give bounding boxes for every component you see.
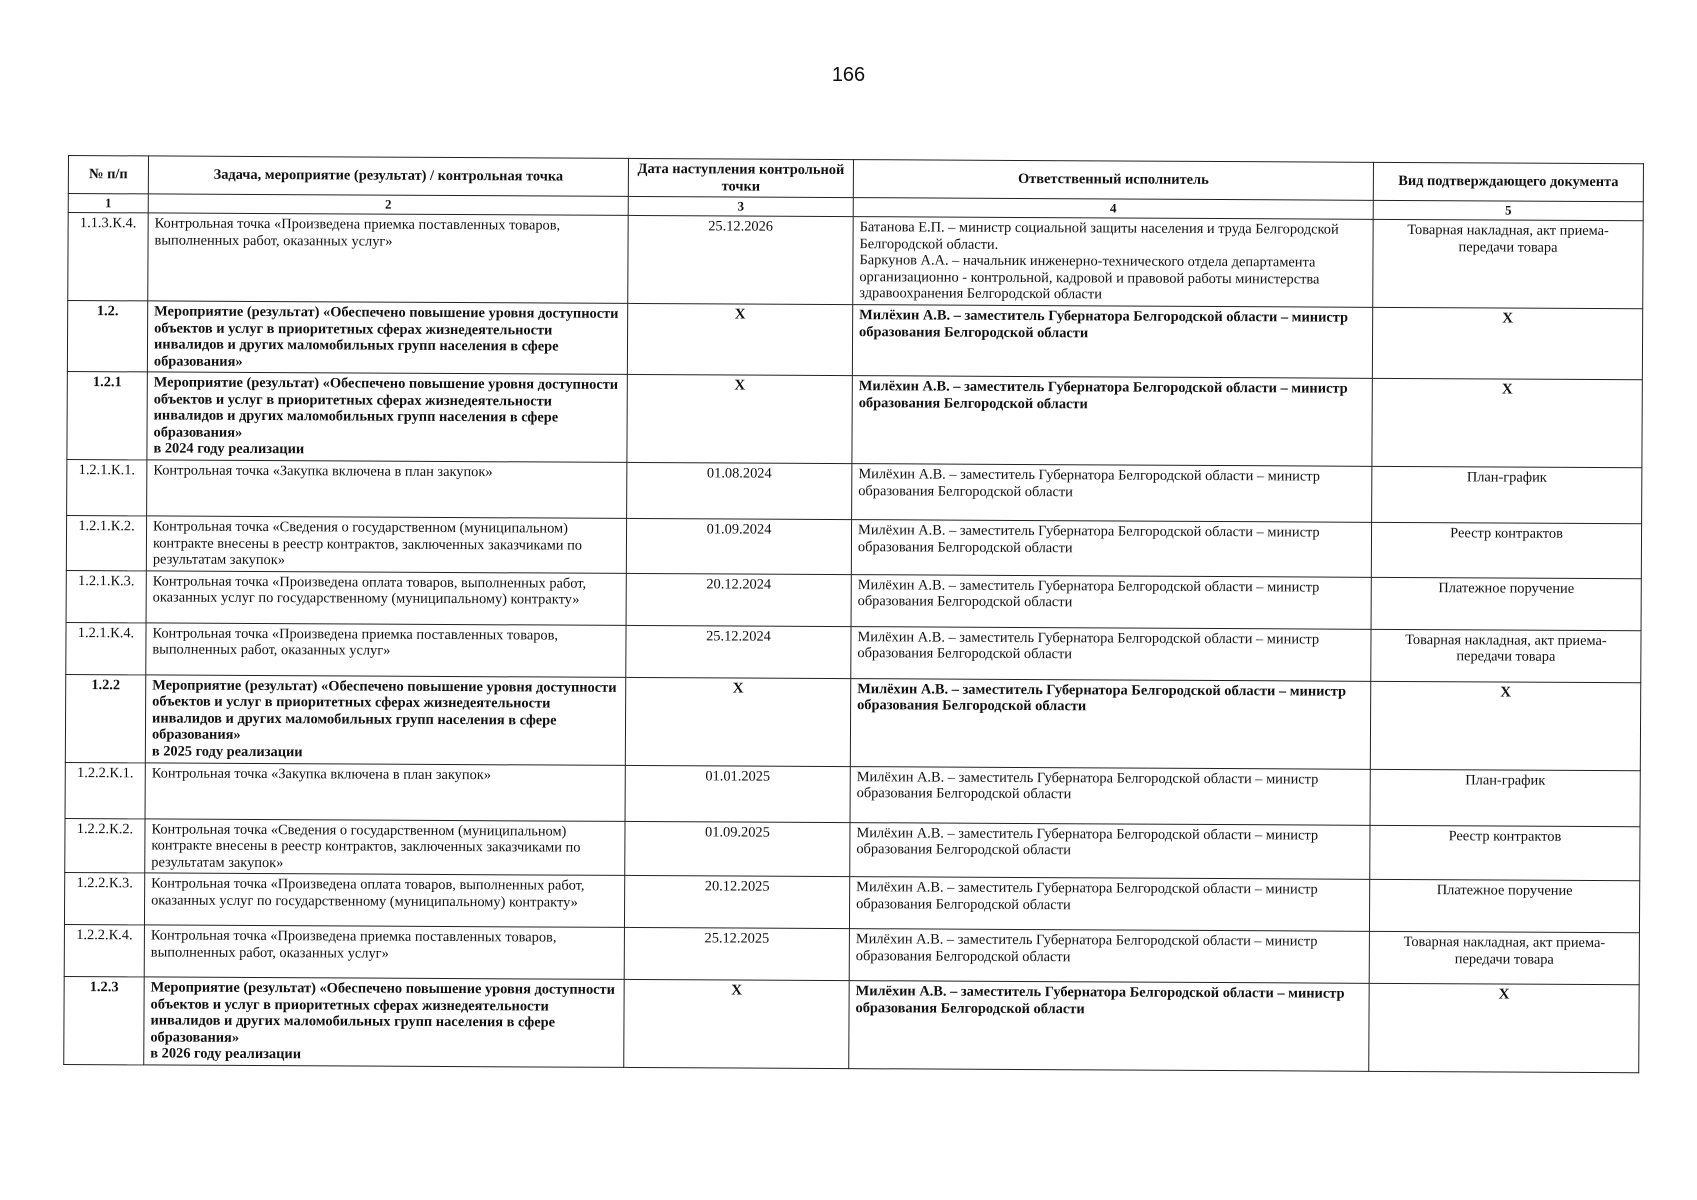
row-executor: Батанова Е.П. – министр социальной защиты населения и труда Белгородской Белгородской области. Баркунов А.А. – начальник инженерно-технического отдела департамента организационно - контрольной, кадровой и правовой работы министерства здравоохранения Белгородской области — [853, 217, 1373, 308]
row-number: 1.2.2 — [65, 674, 145, 762]
row-number: 1.2.1 — [67, 372, 147, 460]
table-header — [68, 156, 1643, 221]
row-number: 1.2.2.К.2. — [65, 818, 145, 873]
table-body — [64, 213, 1643, 1073]
column-number: 5 — [1373, 200, 1643, 220]
header-executor: Ответственный исполнитель — [853, 160, 1373, 201]
header-date: Дата наступления контрольной точки — [628, 158, 853, 197]
row-document-type: Х — [1369, 984, 1639, 1073]
table-row — [65, 762, 1640, 826]
header-doc: Вид подтверждающего документа — [1373, 162, 1643, 202]
row-task: Контрольная точка «Произведена оплата товаров, выполненных работ, оказанных услуг по государственному (муниципальному) контракту» — [146, 571, 626, 626]
row-task: Контрольная точка «Сведения о государственном (муниципальном) контракте внесены в реестр контрактов, заключенных заказчиками по результатам закупок» — [145, 818, 625, 875]
row-date: 01.09.2024 — [626, 518, 851, 574]
row-executor: Милёхин А.В. – заместитель Губернатора Белгородской области – министр образования Белгородской области — [850, 822, 1370, 879]
row-date: 25.12.2026 — [628, 216, 853, 305]
row-number: 1.2.2.К.4. — [64, 925, 144, 977]
row-task: Мероприятие (результат) «Обеспечено повышение уровня доступности объектов и услуг в приоритетных сферах жизнедеятельности инвалидов и других маломобильных групп населения в сфере образования» в 2024 году реализации — [147, 372, 627, 462]
row-number: 1.2.2.К.1. — [65, 762, 145, 818]
row-document-type: Х — [1370, 681, 1640, 770]
row-date: 25.12.2025 — [624, 928, 849, 981]
row-number: 1.2.1.К.3. — [66, 570, 146, 622]
row-number: 1.2.3 — [64, 977, 144, 1065]
row-document-type: План-график — [1372, 466, 1642, 523]
row-date: 20.12.2024 — [626, 573, 851, 626]
row-number: 1.2. — [67, 300, 147, 372]
row-date: 25.12.2024 — [626, 625, 851, 678]
row-date: 01.09.2025 — [625, 821, 850, 877]
row-date: Х — [624, 980, 849, 1069]
row-task: Мероприятие (результат) «Обеспечено повышение уровня доступности объектов и услуг в приоритетных сферах жизнедеятельности инвалидов и других маломобильных групп населения в сфере образования» в 2025 году реализации — [145, 675, 625, 765]
row-task: Мероприятие (результат) «Обеспечено повышение уровня доступности объектов и услуг в приоритетных сферах жизнедеятельности инвалидов и других маломобильных групп населения в сфере образования» — [147, 301, 627, 375]
page-number: 166 — [831, 64, 866, 86]
row-document-type: План-график — [1370, 769, 1640, 826]
header-task: Задача, мероприятие (результат) / контрольная точка — [148, 156, 628, 197]
row-date: 01.08.2024 — [627, 462, 852, 519]
table-row — [67, 300, 1642, 379]
header-num: № п/п — [68, 156, 148, 195]
row-executor: Милёхин А.В. – заместитель Губернатора Белгородской области – министр образования Белгородской области — [851, 626, 1371, 681]
column-number: 1 — [68, 194, 148, 213]
row-executor: Милёхин А.В. – заместитель Губернатора Белгородской области – министр образования Белгородской области — [852, 376, 1372, 467]
row-number: 1.2.1.К.4. — [66, 622, 146, 674]
row-document-type: Товарная накладная, акт приема-передачи товара — [1371, 629, 1641, 682]
row-number: 1.1.3.К.4. — [68, 213, 148, 301]
row-document-type: Товарная накладная, акт приема-передачи товара — [1373, 219, 1643, 308]
row-date: 20.12.2025 — [624, 876, 849, 929]
table-row — [68, 213, 1643, 309]
row-task: Контрольная точка «Произведена приемка поставленных товаров, выполненных работ, оказанных услуг» — [144, 925, 624, 980]
row-task: Контрольная точка «Произведена приемка поставленных товаров, выполненных работ, оказанных услуг» — [146, 623, 626, 678]
table-row — [67, 459, 1642, 523]
table-row — [67, 372, 1642, 468]
column-number: 3 — [628, 197, 853, 217]
row-date: Х — [627, 303, 852, 375]
table-row — [65, 674, 1640, 770]
row-executor: Милёхин А.В. – заместитель Губернатора Белгородской области – министр образования Белгородской области — [852, 305, 1372, 379]
row-executor: Милёхин А.В. – заместитель Губернатора Белгородской области – министр образования Белгородской области — [852, 464, 1372, 523]
row-executor: Милёхин А.В. – заместитель Губернатора Белгородской области – министр образования Белгородской области — [849, 877, 1369, 932]
row-document-type: Платежное поручение — [1369, 880, 1639, 933]
row-date: 01.01.2025 — [625, 765, 850, 822]
document-sheet — [63, 155, 1643, 1073]
row-task: Контрольная точка «Произведена приемка поставленных товаров, выполненных работ, оказанных услуг» — [148, 213, 628, 303]
row-executor: Милёхин А.В. – заместитель Губернатора Белгородской области – министр образования Белгородской области — [851, 520, 1371, 577]
row-task: Контрольная точка «Закупка включена в план закупок» — [145, 762, 625, 821]
row-task: Контрольная точка «Закупка включена в план закупок» — [147, 460, 627, 519]
row-executor: Милёхин А.В. – заместитель Губернатора Белгородской области – министр образования Белгородской области — [849, 929, 1369, 984]
row-document-type: Х — [1372, 379, 1642, 468]
table-row — [66, 515, 1641, 578]
row-document-type: Товарная накладная, акт приема-передачи товара — [1369, 932, 1639, 985]
row-date: Х — [625, 677, 850, 766]
table-row — [64, 873, 1639, 933]
row-number: 1.2.2.К.3. — [64, 873, 144, 925]
table-row — [66, 622, 1641, 682]
column-number: 2 — [148, 194, 628, 216]
table-row — [66, 570, 1641, 630]
table-row — [65, 818, 1640, 881]
column-number: 4 — [853, 198, 1373, 220]
row-document-type: Платежное поручение — [1371, 577, 1641, 630]
row-executor: Милёхин А.В. – заместитель Губернатора Белгородской области – министр образования Белгородской области — [850, 678, 1370, 769]
row-document-type: Х — [1372, 307, 1642, 380]
table-row — [64, 925, 1639, 985]
control-points-table — [63, 155, 1644, 1073]
row-document-type: Реестр контрактов — [1371, 522, 1641, 578]
row-date: Х — [627, 375, 852, 464]
row-task: Мероприятие (результат) «Обеспечено повышение уровня доступности объектов и услуг в приоритетных сферах жизнедеятельности инвалидов и других маломобильных групп населения в сфере образования» в 2026 году реализации — [144, 977, 624, 1067]
row-task: Контрольная точка «Сведения о государственном (муниципальном) контракте внесены в реестр контрактов, заключенных заказчиками по результатам закупок» — [146, 516, 626, 573]
row-executor: Милёхин А.В. – заместитель Губернатора Белгородской области – министр образования Белгородской области — [850, 766, 1370, 825]
row-task: Контрольная точка «Произведена оплата товаров, выполненных работ, оказанных услуг по государственному (муниципальному) контракту» — [144, 873, 624, 928]
table-row — [64, 977, 1639, 1073]
row-document-type: Реестр контрактов — [1370, 825, 1640, 881]
row-executor: Милёхин А.В. – заместитель Губернатора Белгородской области – министр образования Белгородской области — [849, 981, 1369, 1072]
row-number: 1.2.1.К.2. — [66, 515, 146, 570]
row-number: 1.2.1.К.1. — [67, 459, 147, 515]
row-executor: Милёхин А.В. – заместитель Губернатора Белгородской области – министр образования Белгородской области — [851, 574, 1371, 629]
